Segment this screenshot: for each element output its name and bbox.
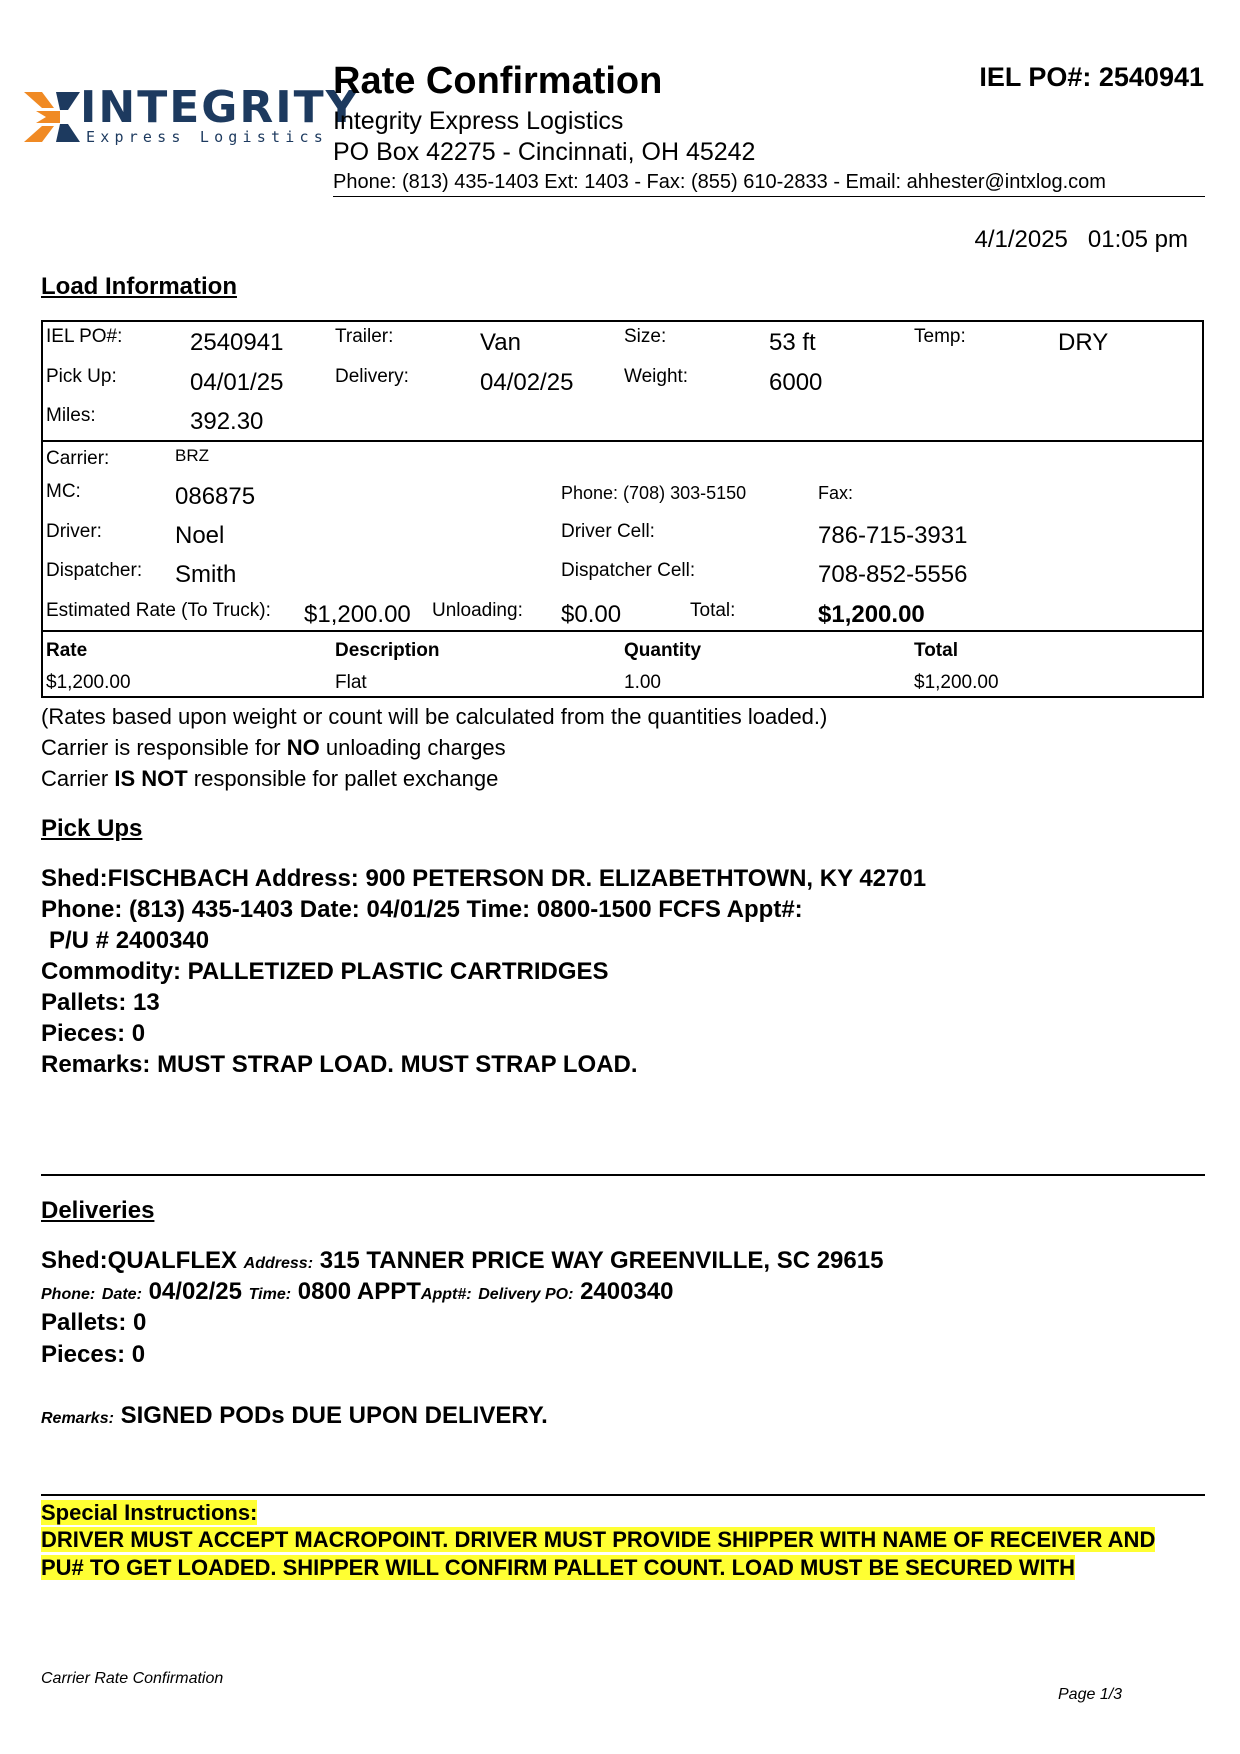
quantity-header: Quantity: [624, 640, 702, 661]
rates-note: (Rates based upon weight or count will be calculated from the quantities loaded.): [41, 704, 828, 729]
driver-label: Driver:: [46, 521, 102, 542]
quantity-cell: 1.00: [624, 672, 661, 693]
unloading-label: Unloading:: [432, 600, 523, 621]
carrier-value: BRZ: [175, 446, 209, 465]
fax-label: Fax:: [818, 483, 854, 503]
document-title: Rate Confirmation: [333, 60, 663, 102]
total-header: Total: [914, 640, 958, 661]
delivery-pieces-line: Pieces: 0: [41, 1341, 146, 1368]
section-divider: [41, 1174, 1205, 1176]
delivery-remarks-line: Remarks: SIGNED PODs DUE UPON DELIVERY.: [41, 1402, 548, 1429]
driver-value: Noel: [175, 522, 225, 549]
pickup-pallets-line: Pallets: 13: [41, 989, 160, 1016]
company-name: Integrity Express Logistics: [333, 107, 624, 135]
rate-header: Rate: [46, 640, 88, 661]
page-number: Page 1/3: [1058, 1686, 1123, 1703]
driver-cell-label: Driver Cell:: [561, 521, 655, 542]
logo-subtitle: Express Logistics: [86, 128, 328, 146]
weight-value: 6000: [769, 369, 823, 396]
pickup-value: 04/01/25: [190, 369, 284, 396]
pickup-phone-line: Phone: (813) 435-1403 Date: 04/01/25 Time: 0800-1500 FCFS Appt#:: [41, 896, 803, 923]
description-cell: Flat: [335, 672, 367, 693]
miles-value: 392.30: [190, 408, 264, 435]
delivery-shed-line: Shed:QUALFLEX Address: 315 TANNER PRICE WAY GREENVILLE, SC 29615: [41, 1247, 884, 1274]
special-line-1: DRIVER MUST ACCEPT MACROPOINT. DRIVER MUST PROVIDE SHIPPER WITH NAME OF RECEIVER AND: [41, 1527, 1156, 1552]
size-label: Size:: [624, 326, 667, 347]
temp-label: Temp:: [914, 326, 966, 347]
load-info-heading: Load Information: [41, 273, 237, 300]
dispatcher-value: Smith: [175, 561, 237, 588]
deliveries-heading: Deliveries: [41, 1197, 155, 1224]
total-cell: $1,200.00: [914, 672, 999, 693]
pickup-pieces-line: Pieces: 0: [41, 1020, 146, 1047]
pickup-commodity-line: Commodity: PALLETIZED PLASTIC CARTRIDGES: [41, 958, 609, 985]
delivery-date-line: Phone: Date: 04/02/25 Time: 0800 APPTAppt#: Delivery PO: 2400340: [41, 1278, 674, 1305]
temp-value: DRY: [1058, 329, 1109, 356]
pickups-heading: Pick Ups: [41, 815, 143, 842]
miles-label: Miles:: [46, 405, 96, 426]
company-contact: Phone: (813) 435-1403 Ext: 1403 - Fax: (855) 610-2833 - Email: ahhester@intxlog.com: [333, 171, 1106, 193]
rate-cell: $1,200.00: [46, 672, 131, 693]
pallet-note: Carrier IS NOT responsible for pallet exchange: [41, 766, 499, 791]
special-line-2: PU# TO GET LOADED. SHIPPER WILL CONFIRM PALLET COUNT. LOAD MUST BE SECURED WITH: [41, 1555, 1076, 1580]
trailer-label: Trailer:: [335, 326, 394, 347]
header-po: IEL PO#: 2540941: [979, 62, 1204, 92]
special-heading: Special Instructions:: [41, 1500, 258, 1525]
trailer-value: Van: [480, 329, 521, 356]
company-logo: [24, 82, 360, 150]
est-rate-value: $1,200.00: [304, 601, 411, 628]
mc-label: MC:: [46, 481, 81, 502]
pickup-remarks-line: Remarks: MUST STRAP LOAD. MUST STRAP LOAD.: [41, 1051, 638, 1078]
total-label: Total:: [690, 600, 736, 621]
logo-wordmark: INTEGRITY: [80, 82, 360, 133]
dispatcher-label: Dispatcher:: [46, 560, 143, 581]
dispatcher-cell-label: Dispatcher Cell:: [561, 560, 696, 581]
carrier-phone: Phone: (708) 303-5150: [561, 483, 747, 503]
dispatcher-cell-value: 708-852-5556: [818, 561, 968, 588]
unloading-value: $0.00: [561, 601, 622, 628]
unloading-note: Carrier is responsible for NO unloading charges: [41, 735, 506, 760]
logo-chevron-icon: [24, 92, 80, 142]
header-divider: [333, 196, 1205, 197]
pickup-pu-line: P/U # 2400340: [49, 927, 210, 954]
driver-cell-value: 786-715-3931: [818, 522, 968, 549]
mc-value: 086875: [175, 483, 256, 510]
po-value: 2540941: [190, 329, 284, 356]
document-datetime: 4/1/2025 01:05 pm: [974, 226, 1188, 253]
delivery-label: Delivery:: [335, 366, 409, 387]
pickup-shed-line: Shed:FISCHBACH Address: 900 PETERSON DR. ELIZABETHTOWN, KY 42701: [41, 865, 927, 892]
size-value: 53 ft: [769, 329, 816, 356]
delivery-pallets-line: Pallets: 0: [41, 1309, 147, 1336]
total-value: $1,200.00: [818, 601, 925, 628]
est-rate-label: Estimated Rate (To Truck):: [46, 600, 271, 621]
footer-title: Carrier Rate Confirmation: [41, 1670, 224, 1687]
rate-table-box: [41, 630, 1204, 698]
description-header: Description: [335, 640, 440, 661]
po-label: IEL PO#:: [46, 326, 123, 347]
carrier-label: Carrier:: [46, 448, 110, 469]
company-address: PO Box 42275 - Cincinnati, OH 45242: [333, 138, 756, 166]
special-divider: [41, 1494, 1205, 1496]
pickup-label: Pick Up:: [46, 366, 117, 387]
delivery-value: 04/02/25: [480, 369, 574, 396]
weight-label: Weight:: [624, 366, 689, 387]
